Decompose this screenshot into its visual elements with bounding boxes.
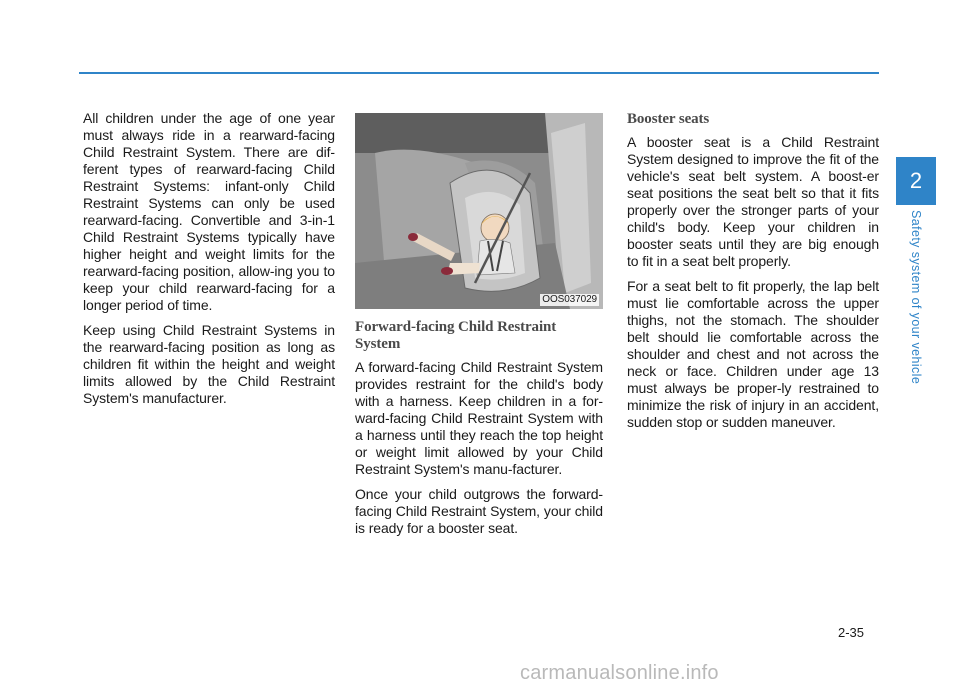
header-rule: [79, 72, 879, 74]
column-left: [83, 110, 335, 415]
page-number: 2-35: [838, 625, 865, 640]
paragraph-booster-definition: A booster seat is a Child Restraint System designed to improve the fit of the vehicle's seat belt system. A boost-er seat positions the seat belt so that it fits properly over the stronger parts of your child's body. Keep your children in booster seats until they are big enough to fit in a seat belt properly.: [627, 134, 879, 269]
image-code: OOS037029: [542, 294, 597, 305]
watermark: carmanualsonline.info: [520, 662, 719, 684]
paragraph-forward-facing: A forward-facing Child Restraint System provides restraint for the child's body with a harness. Keep children in a for-ward-facing Child Restraint System with a harness until they reach the top height or weight limit allowed by your Child Restraint System's manu-facturer.: [355, 359, 603, 477]
heading-booster-seats: Booster seats: [627, 111, 710, 127]
paragraph-outgrows: Once your child outgrows the forward-facing Child Restraint System, your child is ready for a booster seat.: [355, 486, 603, 536]
paragraph-rearward-facing: All children under the age of one year must always ride in a rearward-facing Child Restraint System. There are dif-ferent types of rearward-facing Child Restraint Systems: infant-only Child Restraint Systems can only be used rearward-facing. Convertible and 3-in-1 Child Restraint Systems typically have higher height and weight limits for the rearward-facing position, allow-ing you to keep your child rearward-facing for a longer period of time.: [83, 110, 335, 313]
child-seat-illustration: [355, 113, 603, 309]
column-middle: [355, 113, 603, 545]
paragraph-seat-belt-fit: For a seat belt to fit properly, the lap belt must lie comfortable across the upper thighs, not the stomach. The shoulder belt should lie comfortable across the shoulder and chest and not across the neck or face. Children under age 13 must always be proper-ly restrained to minimize the risk of injury in an accident, sudden stop or sudden maneuver.: [627, 278, 879, 430]
child-seat-photo: [355, 113, 603, 309]
paragraph-keep-rearward: Keep using Child Restraint Systems in the rearward-facing position as long as children fit within the height and weight limits allowed by the Child Restraint System's manufacturer.: [83, 322, 335, 406]
chapter-tab: 2: [896, 157, 936, 205]
heading-forward-facing: Forward-facing Child Restraint System: [355, 319, 557, 352]
chapter-title: Safety system of your vehicle: [909, 210, 923, 385]
column-right: [627, 110, 879, 439]
